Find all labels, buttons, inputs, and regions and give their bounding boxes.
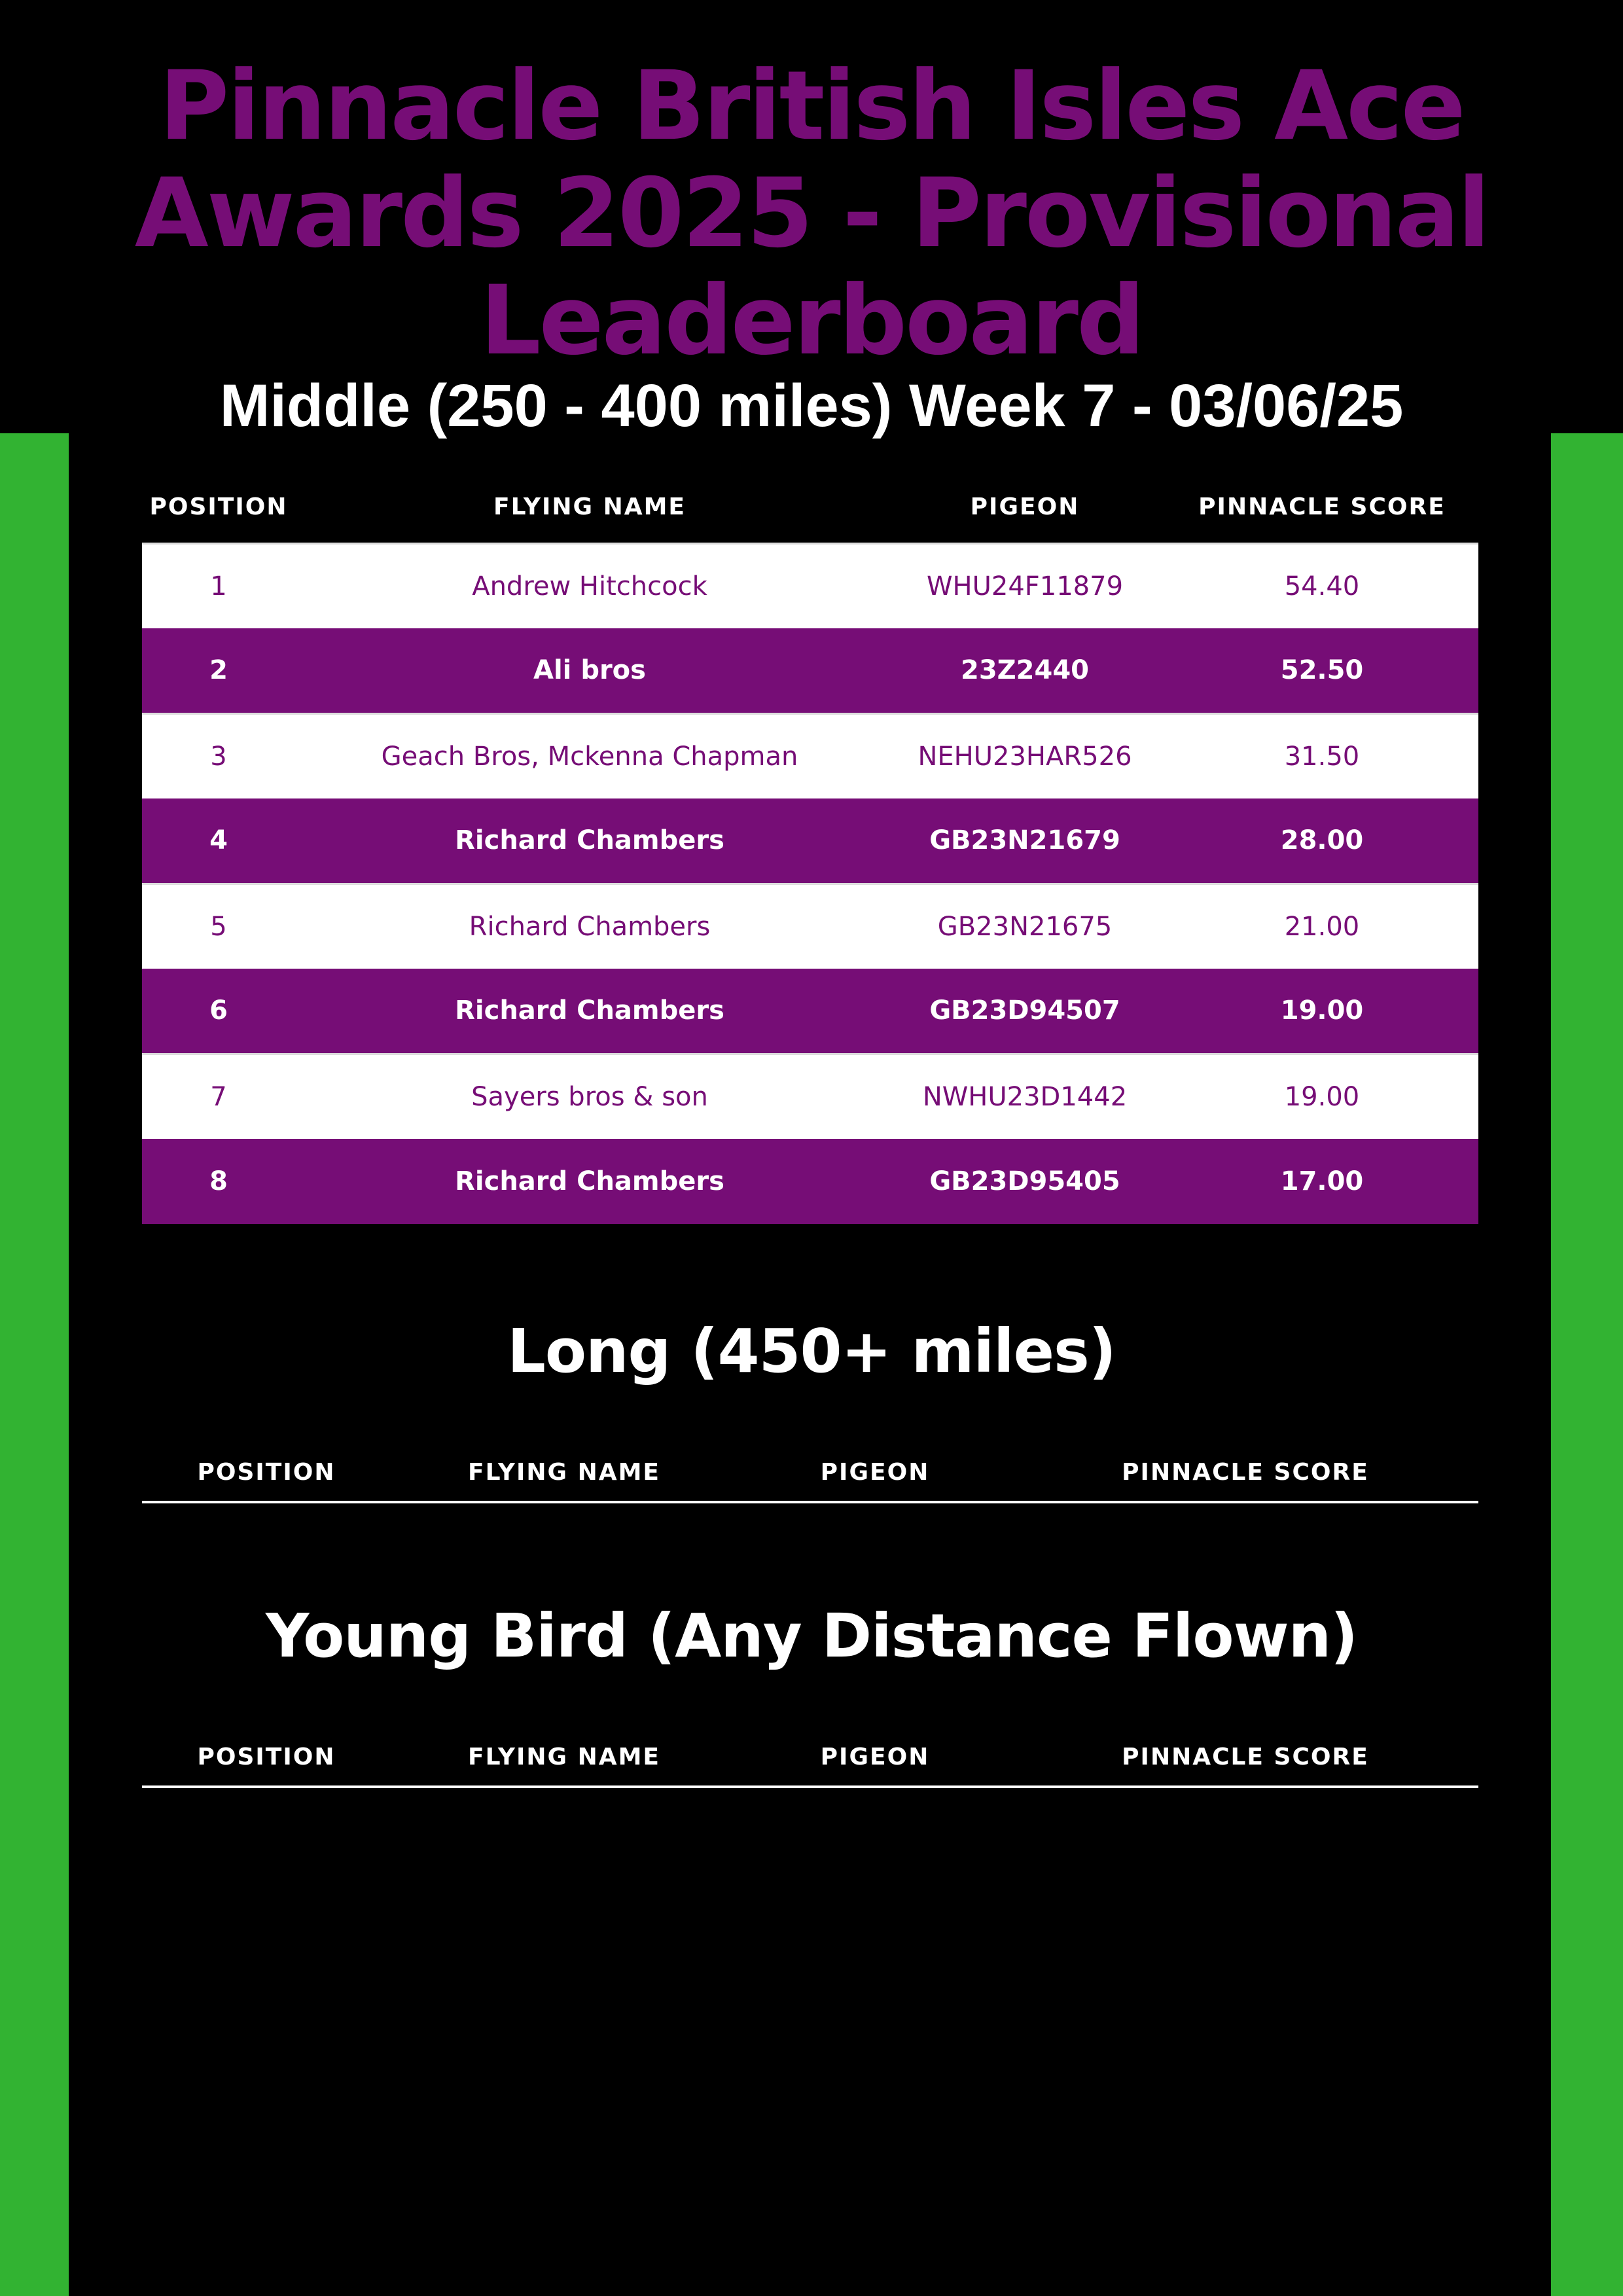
- table-row: [142, 1054, 1478, 1139]
- cell-score: 21.00: [1166, 884, 1478, 969]
- cell-pigeon: GB23N21675: [884, 884, 1166, 969]
- cell-flying-name: Richard Chambers: [455, 996, 724, 1026]
- cell-position: 7: [142, 1054, 295, 1139]
- middle-section-heading: Middle (250 - 400 miles) Week 7 - 03/06/25: [219, 372, 1404, 439]
- cell-position: 3: [142, 713, 295, 798]
- cell-pigeon: NEHU23HAR526: [884, 713, 1166, 798]
- cell-position: 8: [209, 1166, 228, 1196]
- table-row: [142, 798, 1478, 884]
- cell-score: 17.00: [1280, 1166, 1364, 1196]
- cell-position: 1: [142, 543, 295, 628]
- table-header-row: [142, 1443, 1478, 1502]
- middle-leaderboard-table: [142, 471, 1478, 1224]
- column-header-pinnacle-score: PINNACLE SCORE: [1198, 493, 1446, 520]
- cell-flying-name: Richard Chambers: [455, 825, 724, 856]
- column-header-pigeon: PIGEON: [970, 493, 1080, 520]
- young-bird-section-heading: Young Bird (Any Distance Flown): [265, 1601, 1358, 1671]
- long-section-heading: Long (450+ miles): [507, 1316, 1116, 1386]
- cell-position: 4: [209, 825, 228, 856]
- cell-position: 5: [142, 884, 295, 969]
- table-row: [142, 543, 1478, 628]
- cell-pigeon: WHU24F11879: [884, 543, 1166, 628]
- cell-pigeon: 23Z2440: [961, 655, 1089, 686]
- table-row: [142, 1139, 1478, 1224]
- cell-score: 28.00: [1280, 825, 1364, 856]
- cell-flying-name: Sayers bros & son: [295, 1054, 884, 1139]
- cell-pigeon: GB23D94507: [929, 996, 1120, 1026]
- cell-score: 54.40: [1166, 543, 1478, 628]
- cell-flying-name: Ali bros: [533, 655, 646, 686]
- column-header-flying-name: FLYING NAME: [391, 1728, 738, 1787]
- cell-score: 19.00: [1280, 996, 1364, 1026]
- cell-pigeon: NWHU23D1442: [884, 1054, 1166, 1139]
- table-header-row: [142, 1728, 1478, 1787]
- column-header-position: POSITION: [149, 493, 288, 520]
- cell-flying-name: Andrew Hitchcock: [295, 543, 884, 628]
- cell-flying-name: Richard Chambers: [295, 884, 884, 969]
- column-header-flying-name: FLYING NAME: [391, 1443, 738, 1502]
- column-header-position: POSITION: [142, 1728, 391, 1787]
- cell-score: 52.50: [1280, 655, 1364, 686]
- young-bird-leaderboard-table: [142, 1728, 1478, 1788]
- column-header-pigeon: PIGEON: [738, 1443, 1012, 1502]
- cell-pigeon: GB23D95405: [929, 1166, 1120, 1196]
- cell-position: 6: [209, 996, 228, 1026]
- table-row: [142, 628, 1478, 713]
- cell-pigeon: GB23N21679: [929, 825, 1120, 856]
- page-title: Pinnacle British Isles Ace Awards 2025 - Provisional Leaderboard: [134, 50, 1489, 376]
- column-header-position: POSITION: [142, 1443, 391, 1502]
- cell-score: 31.50: [1166, 713, 1478, 798]
- cell-flying-name: Geach Bros, Mckenna Chapman: [295, 713, 884, 798]
- table-header-row: [142, 471, 1478, 543]
- cell-score: 19.00: [1166, 1054, 1478, 1139]
- column-header-flying-name: FLYING NAME: [493, 493, 686, 520]
- table-row: [142, 884, 1478, 969]
- cell-flying-name: Richard Chambers: [455, 1166, 724, 1196]
- long-leaderboard-table: [142, 1443, 1478, 1503]
- cell-position: 2: [209, 655, 228, 686]
- column-header-pigeon: PIGEON: [738, 1728, 1012, 1787]
- table-row: [142, 969, 1478, 1054]
- column-header-pinnacle-score: PINNACLE SCORE: [1012, 1728, 1478, 1787]
- table-row: [142, 713, 1478, 798]
- column-header-pinnacle-score: PINNACLE SCORE: [1012, 1443, 1478, 1502]
